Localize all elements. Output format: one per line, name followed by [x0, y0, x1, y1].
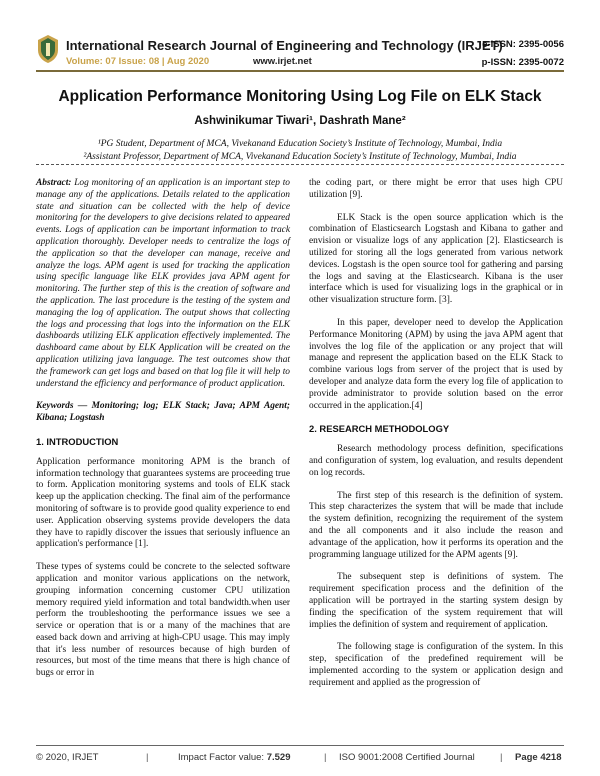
footer-divider: | — [146, 752, 149, 763]
footer-divider: | — [500, 752, 503, 763]
journal-header — [0, 0, 600, 80]
paper-title: Application Performance Monitoring Using Log File on ELK Stack — [58, 88, 542, 105]
paragraph: The subsequent step is definitions of system. The requirement specification process and the definition of the application will be portrayed in the starting system design by finding the specification of the system requirement that will implies the definition of system and requirement of application. — [309, 572, 563, 630]
affiliation-2: ²Assistant Professor, Department of MCA, Vivekanand Education Society’s Institute of Technology, Mumbai, India — [83, 152, 517, 162]
left-column — [36, 178, 290, 680]
abstract-label: Abstract: — [36, 178, 72, 188]
paragraph: These types of systems could be concrete to the selected software application and monitor various applications on the network, grouping information concerning customer CPU utilization memory required yield information and total bandwidth.when user perform the troubleshooting the performance issues we see a service or operation that is or a many of the machines that are eased back down and arriving at high-CPU usage. This may imply that it's less number of resources because of high burden of resources, but most of the time means that there is high chance of bugs or error in — [36, 562, 290, 679]
journal-website: www.irjet.net — [253, 56, 312, 67]
paragraph: In this paper, developer need to develop the Application Performance Monitoring (APM) by using the java APM agent that involves the log file of the application or any project that will manage and represent the application based on the ELK Stack to combine various logs from server of the project that is used by developer and analyze data form the every log file of application to provide administrator to provide solution based on the error occurred in the application.[4] — [309, 317, 563, 411]
abstract-text: Log monitoring of an application is an important step to manage any of the applications. Details related to the application state and situation can be collected with the help of device monitoring for the developers to give decisions related to appeared events. Logs of application can be important information to track application thoroughly. Developer needs to centralize the logs of the application so that the developer can manage, receive and analyze the logs. APM agent is used for tracking the application using specific language like ELK provides java APM agent for monitoring. The further step of this is the creation of software and the application. The last procedure is the testing of the system and managing the log of application. The output shows that collecting the logs and processing that logs into the information on the ELK dashboards utilizing ELK application effectively implemented. The dashboard came about by ELK Application will be created on the application utilizing java language. The test outcomes show that the framework can get logs and based on that log file it will help to understand the efficiency and performance of product application. — [36, 178, 290, 389]
page-number: Page 4218 — [515, 752, 562, 763]
paragraph: The first step of this research is the definition of system. This step characterizes the system that will be made that include the system definition, recognizing the requirement of the system and the all components and it also include the reason and advantage of the application, how it performs its operation and the programming language utilized for the APM agents [9]. — [309, 490, 563, 560]
footer-impact — [178, 752, 290, 763]
paper-authors: Ashwinikumar Tiwari¹, Dashrath Mane² — [194, 115, 406, 127]
journal-title: International Research Journal of Engineering and Technology (IRJET) — [66, 38, 503, 53]
paragraph: the coding part, or there might be error that uses high CPU utilization [9]. — [309, 178, 563, 200]
paragraph: Research methodology process definition, specifications and configuration of system, log evaluation, and results dependent on log records. — [309, 444, 563, 478]
footer-iso: ISO 9001:2008 Certified Journal — [339, 752, 475, 763]
footer-divider: | — [324, 752, 327, 763]
keywords: Keywords — Monitoring; log; ELK Stack; Java; APM Agent; Kibana; Logstash — [36, 401, 290, 424]
separator-line — [36, 164, 564, 165]
volume-issue: Volume: 07 Issue: 08 | Aug 2020 — [66, 56, 210, 67]
section-heading-research-methodology: 2. RESEARCH METHODOLOGY — [309, 423, 450, 435]
e-issn: e-ISSN: 2395-0056 — [482, 39, 564, 50]
right-column — [309, 178, 563, 689]
p-issn: p-ISSN: 2395-0072 — [481, 57, 564, 68]
impact-label: Impact Factor value: — [178, 752, 267, 763]
footer-rule — [36, 745, 564, 746]
impact-value: 7.529 — [266, 752, 291, 763]
footer-copyright: © 2020, IRJET — [36, 752, 99, 763]
paragraph: The following stage is configuration of the system. In this step, specification of the predefined requirement will be implemented according to the system or application design and requirement and applied as the progression of — [309, 642, 563, 688]
paragraph: ELK Stack is the open source application which is the combination of Elasticsearch Logstash and Kibana to gather and envision or visualize logs of any application [2]. Elasticsearch is utilized for storing all the logs generated from various network devices. Logstash is the open source tool for gathering and parsing the logs and saving at the Elasticsearch. Kibana is the user interface which is used for visualizing logs in the graphical or in other visualization structure form. [3]. — [309, 212, 563, 306]
section-heading-introduction: 1. INTRODUCTION — [36, 435, 119, 447]
abstract — [36, 178, 290, 390]
affiliation-1: ¹PG Student, Department of MCA, Vivekanand Education Society’s Institute of Technology, Mumbai, India — [97, 139, 503, 149]
irjet-logo-icon — [36, 34, 60, 64]
paragraph: Application performance monitoring APM is the branch of information technology that guarantees systems are proceeding true to form. Application monitoring systems and tools of ELK stack keep up the application checking. The final aim of the performance monitoring of software is to provide good quality experience to end user. Application observing systems provide developers the data they have to rapidly discover the issues that seriously influence an application's performance [1]. — [36, 456, 290, 550]
header-rule — [36, 70, 564, 72]
